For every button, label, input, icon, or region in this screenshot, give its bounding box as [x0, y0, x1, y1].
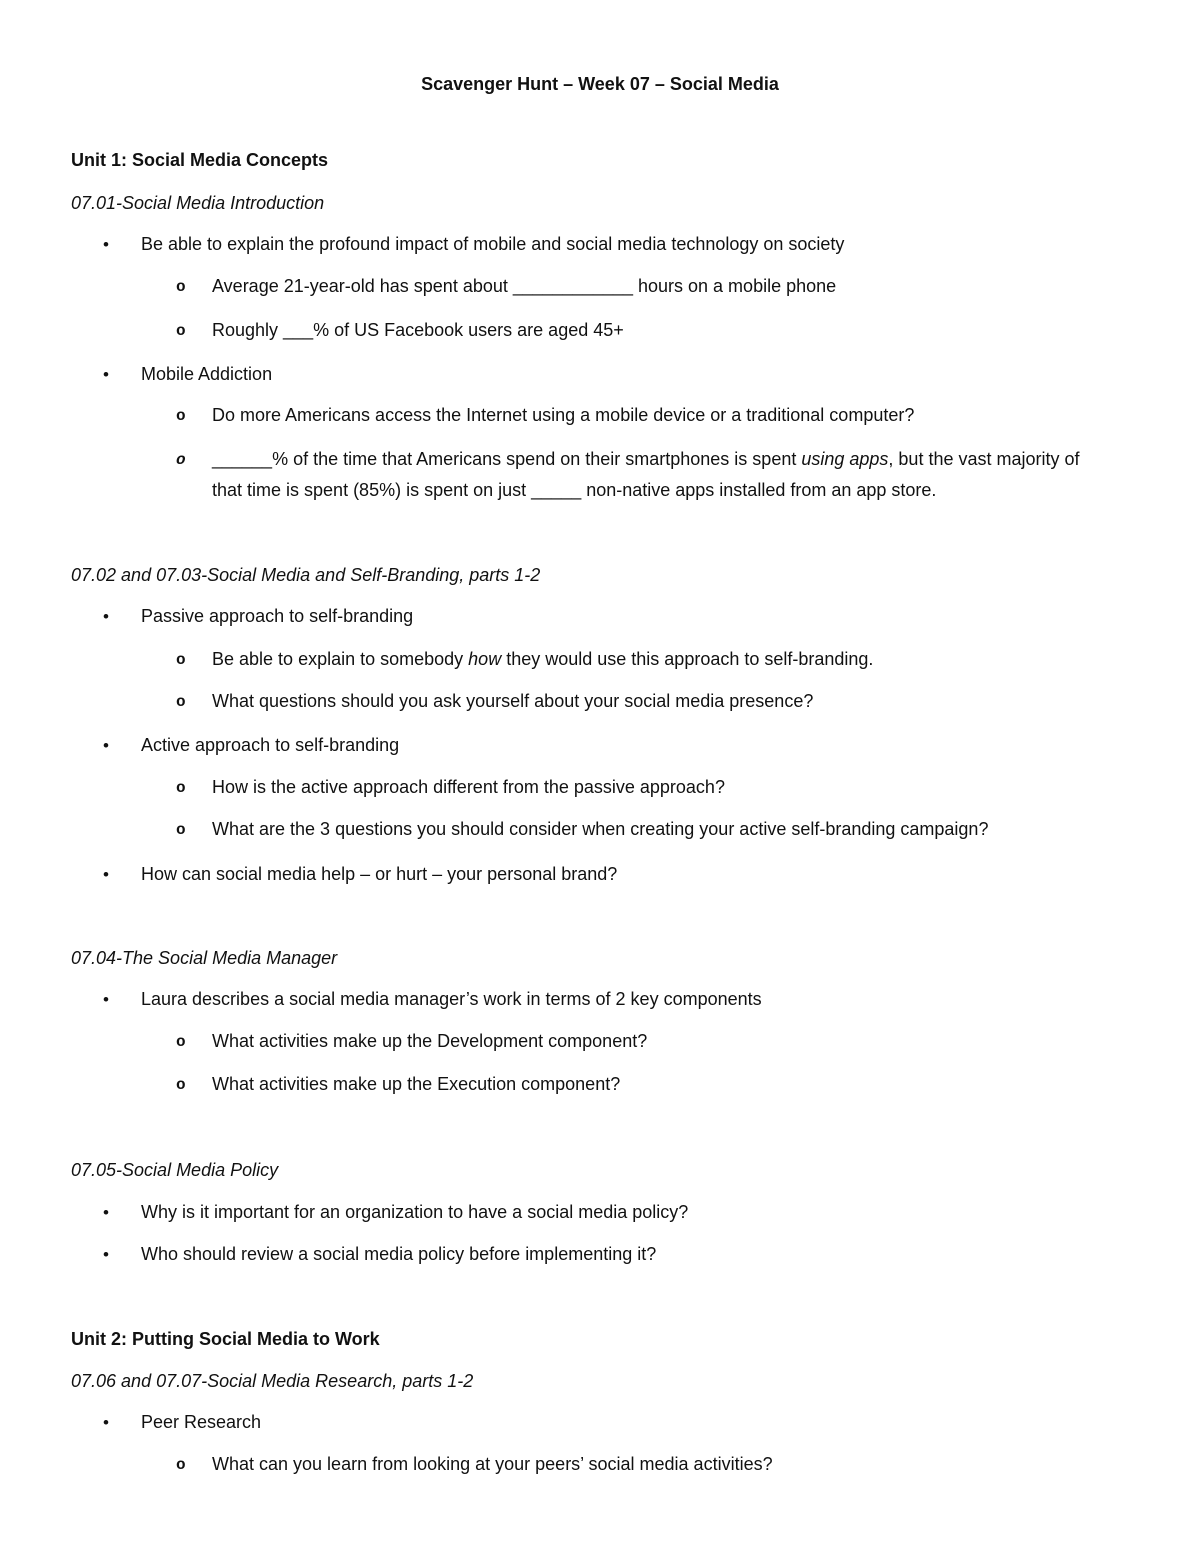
list-item: Passive approach to self-branding	[141, 606, 414, 626]
unit-2-heading: Unit 2: Putting Social Media to Work	[71, 1329, 380, 1349]
section-0705-heading: 07.05-Social Media Policy	[71, 1160, 279, 1180]
bullet: •	[103, 1245, 109, 1264]
sub-bullet: o	[176, 651, 186, 669]
list-item: Peer Research	[141, 1412, 262, 1432]
bullet: •	[103, 990, 109, 1009]
sub-list-item: Do more Americans access the Internet using a mobile device or a traditional computer?	[212, 405, 915, 425]
list-item: Be able to explain the profound impact of mobile and social media technology on society	[141, 234, 845, 254]
sub-list-item: What are the 3 questions you should consider when creating your active self-branding campaign?	[212, 819, 989, 839]
sub-bullet: o	[176, 1076, 186, 1094]
sub-bullet: o	[176, 322, 186, 340]
section-0704-heading: 07.04-The Social Media Manager	[71, 948, 338, 968]
section-0706-heading: 07.06 and 07.07-Social Media Research, parts 1-2	[71, 1371, 474, 1391]
list-item: Laura describes a social media manager’s work in terms of 2 key components	[141, 989, 762, 1009]
emphasis-text: using apps	[801, 449, 889, 469]
text-run: ______% of the time that Americans spend on their smartphones is spent	[212, 449, 802, 469]
bullet: •	[103, 365, 109, 384]
sub-list-item: How is the active approach different from the passive approach?	[212, 777, 725, 797]
bullet: •	[103, 736, 109, 755]
sub-bullet: o	[176, 821, 186, 839]
sub-list-item: What can you learn from looking at your peers’ social media activities?	[212, 1454, 773, 1474]
sub-bullet: o	[176, 278, 186, 296]
sub-list-item: What activities make up the Development component?	[212, 1031, 648, 1051]
bullet: •	[103, 235, 109, 254]
emphasis-text: how	[468, 649, 502, 669]
list-item: Active approach to self-branding	[141, 735, 400, 755]
list-item: Who should review a social media policy before implementing it?	[141, 1244, 657, 1264]
bullet: •	[103, 865, 109, 884]
text-run: they would use this approach to self-branding.	[501, 649, 874, 669]
sub-bullet: o	[176, 693, 186, 711]
section-0701-heading: 07.01-Social Media Introduction	[71, 193, 325, 213]
section-0702-heading: 07.02 and 07.03-Social Media and Self-Branding, parts 1-2	[71, 565, 541, 585]
sub-list-item	[212, 444, 1112, 506]
sub-bullet: o	[176, 1033, 186, 1051]
list-item: How can social media help – or hurt – your personal brand?	[141, 864, 618, 884]
sub-bullet: o	[176, 407, 186, 425]
sub-list-item: What questions should you ask yourself about your social media presence?	[212, 691, 814, 711]
text-run: Be able to explain to somebody	[212, 649, 469, 669]
sub-bullet: o	[176, 451, 186, 469]
text-run: , but the vast majority of that time is spent (85%) is spent on just _____ non-native apps installed from an app store.	[212, 449, 1080, 500]
sub-list-item: What activities make up the Execution component?	[212, 1074, 621, 1094]
bullet: •	[103, 1203, 109, 1222]
bullet: •	[103, 607, 109, 626]
sub-bullet: o	[176, 1456, 186, 1474]
sub-list-item: Roughly ___% of US Facebook users are aged 45+	[212, 320, 624, 340]
page-title: Scavenger Hunt – Week 07 – Social Media	[421, 74, 779, 94]
sub-list-item: Average 21-year-old has spent about ____________ hours on a mobile phone	[212, 276, 837, 296]
sub-bullet: o	[176, 779, 186, 797]
unit-1-heading: Unit 1: Social Media Concepts	[71, 150, 329, 170]
list-item: Mobile Addiction	[141, 364, 273, 384]
list-item: Why is it important for an organization to have a social media policy?	[141, 1202, 689, 1222]
bullet: •	[103, 1413, 109, 1432]
sub-list-item	[212, 649, 873, 670]
